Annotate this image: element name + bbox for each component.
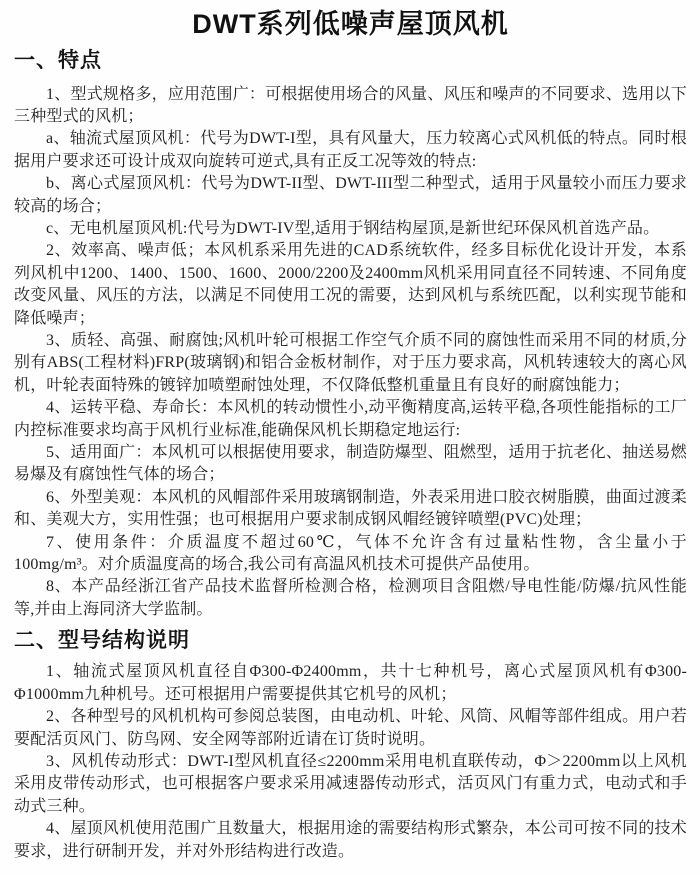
paragraph: b、离心式屋顶风机：代号为DWT-II型、DWT-III型二种型式，适用于风量较小而压力要求较高的场合； [14, 175, 687, 215]
document-title: DWT系列低噪声屋顶风机 [192, 9, 509, 39]
section-model-structure-heading: 二、型号结构说明 [14, 629, 190, 653]
paragraph: 4、屋顶风机使用范围广且数量大，根据用途的需要结构形式繁杂，本公司可按不同的技术要求，进行研制开发，并对外形结构进行改造。 [14, 820, 687, 860]
paragraph: 1、轴流式屋顶风机直径自Φ300-Φ2400mm，共十七种机号，离心式屋顶风机有Φ300-Φ1000mm九种机号。还可根据用户需要提供其它机号的风机； [14, 663, 687, 703]
section-features-heading: 一、特点 [14, 49, 102, 73]
section-features-body [14, 84, 687, 622]
paragraph: 7、使用条件：介质温度不超过60℃，气体不允许含有过量粘性物，含尘量小于100mg/m³。对介质温度高的场合,我公司有高温风机技术可提供产品使用。 [14, 533, 687, 574]
paragraph: 5、适用面广：本风机可以根据使用要求，制造防爆型、阻燃型，适用于抗老化、抽送易燃易爆及有腐蚀性气体的场合； [14, 444, 687, 484]
paragraph: 1、型式规格多，应用范围广：可根据使用场合的风量、风压和噪声的不同要求、选用以下三种型式的风机； [14, 85, 687, 125]
paragraph: 6、外型美观：本风机的风帽部件采用玻璃钢制造，外表采用进口胶衣树脂膜，曲面过渡柔和、美观大方，实用性强；也可根据用户要求制成钢风帽经镀锌喷塑(PVC)处理； [14, 488, 687, 529]
paragraph: 4、运转平稳、寿命长：本风机的转动惯性小,动平衡精度高,运转平稳,各项性能指标的工厂内控标准要求均高于风机行业标准,能确保风机长期稳定地运行: [14, 399, 687, 439]
paragraph: 2、效率高、噪声低；本风机系采用先进的CAD系统软件，经多目标优化设计开发，本系列风机中1200、1400、1500、1600、2000/2200及2400mm风机采用同直径不同转速、不同角度改变风量、风压的方法，以满足不同使用工况的需要，达到风机与系统匹配，以利实现节能和降低噪声； [14, 242, 687, 327]
paragraph: 2、各种型号的风机机构可参阅总装图，由电动机、叶轮、风筒、风帽等部件组成。用户若要配活页风门、防鸟网、安全网等部附近请在订货时说明。 [14, 708, 687, 748]
paragraph: 8、本产品经浙江省产品技术监督所检测合格，检测项目含阻燃/导电性能/防爆/抗风性能等,并由上海同济大学监制。 [14, 578, 687, 618]
section-model-structure-body [14, 661, 687, 863]
paragraph: a、轴流式屋顶风机：代号为DWT-I型，具有风量大，压力较离心式风机低的特点。同时根据用户要求还可设计成双向旋转可逆式,具有正反工况等效的特点: [14, 130, 687, 170]
paragraph: c、无电机屋顶风机:代号为DWT-IV型,适用于钢结构屋顶,是新世纪环保风机首选产品。 [46, 219, 660, 237]
paragraph: 3、风机传动形式：DWT-I型风机直径≤2200mm采用电机直联传动，Φ＞2200mm以上风机采用皮带传动形式，也可根据客户要求采用减速器传动形式，活页风门有重力式，电动式和手动式三种。 [14, 753, 687, 815]
paragraph: 3、质轻、高强、耐腐蚀;风机叶轮可根据工作空气介质不同的腐蚀性而采用不同的材质,分别有ABS(工程材料)FRP(玻璃钢)和铝合金板材制作，对于压力要求高，风机转速较大的离心风机，叶轮表面特殊的镀锌加喷塑耐蚀处理，不仅降低整机重量且有良好的耐腐蚀能力； [14, 332, 687, 394]
